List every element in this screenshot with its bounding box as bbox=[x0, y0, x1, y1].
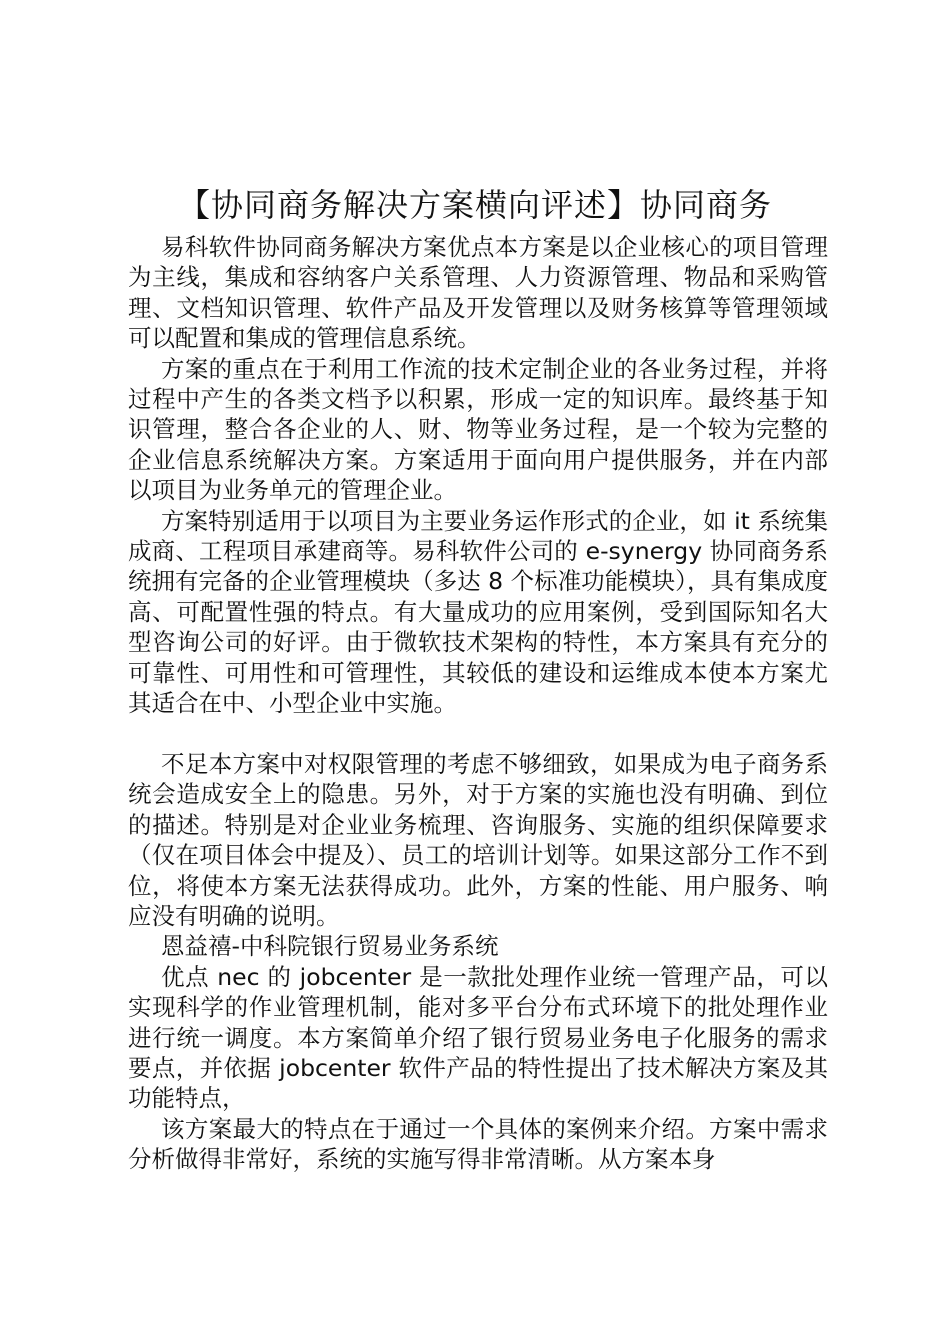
paragraph-nec-advantages: 优点 nec 的 jobcenter 是一款批处理作业统一管理产品，可以实现科学的作业管理机制，能对多平台分布式环境下的批处理作业进行统一调度。本方案简单介绍了银行贸易业务电子化服务的需求要点，并依据 jobcenter 软件产品的特性提出了技术解决方案及其功能特点， bbox=[128, 962, 828, 1113]
section-heading-nec: 恩益禧-中科院银行贸易业务系统 bbox=[161, 932, 499, 961]
document-body bbox=[128, 232, 828, 1175]
paragraph-yike-focus: 方案的重点在于利用工作流的技术定制企业的各业务过程，并将过程中产生的各类文档予以积累，形成一定的知识库。最终基于知识管理，整合各企业的人、财、物等业务过程，是一个较为完整的企业信息系统解决方案。方案适用于面向用户提供服务，并在内部以项目为业务单元的管理企业。 bbox=[128, 354, 828, 505]
paragraph-yike-weaknesses: 不足本方案中对权限管理的考虑不够细致，如果成为电子商务系统会造成安全上的隐患。另外，对于方案的实施也没有明确、到位的描述。特别是对企业业务梳理、咨询服务、实施的组织保障要求（仅在项目体会中提及）、员工的培训计划等。如果这部分工作不到位，将使本方案无法获得成功。此外，方案的性能、用户服务、响应没有明确的说明。 bbox=[128, 749, 828, 930]
paragraph-spacer bbox=[128, 719, 828, 749]
paragraph-nec-features: 该方案最大的特点在于通过一个具体的案例来介绍。方案中需求分析做得非常好，系统的实施写得非常清晰。从方案本身 bbox=[128, 1114, 828, 1174]
paragraph-yike-suitability: 方案特别适用于以项目为主要业务运作形式的企业，如 it 系统集成商、工程项目承建商等。易科软件公司的 e-synergy 协同商务系统拥有完备的企业管理模块（多达 8 个标准功能模块），具有集成度高、可配置性强的特点。有大量成功的应用案例，受到国际知名大型咨询公司的好评。由于微软技术架构的特性，本方案具有充分的可靠性、可用性和可管理性，其较低的建设和运维成本使本方案尤其适合在中、小型企业中实施。 bbox=[128, 506, 828, 718]
document-title: 【协同商务解决方案横向评述】协同商务 bbox=[177, 186, 772, 224]
paragraph-yike-advantages: 易科软件协同商务解决方案优点本方案是以企业核心的项目管理为主线，集成和容纳客户关系管理、人力资源管理、物品和采购管理、文档知识管理、软件产品及开发管理以及财务核算等管理领域可以配置和集成的管理信息系统。 bbox=[128, 233, 828, 353]
